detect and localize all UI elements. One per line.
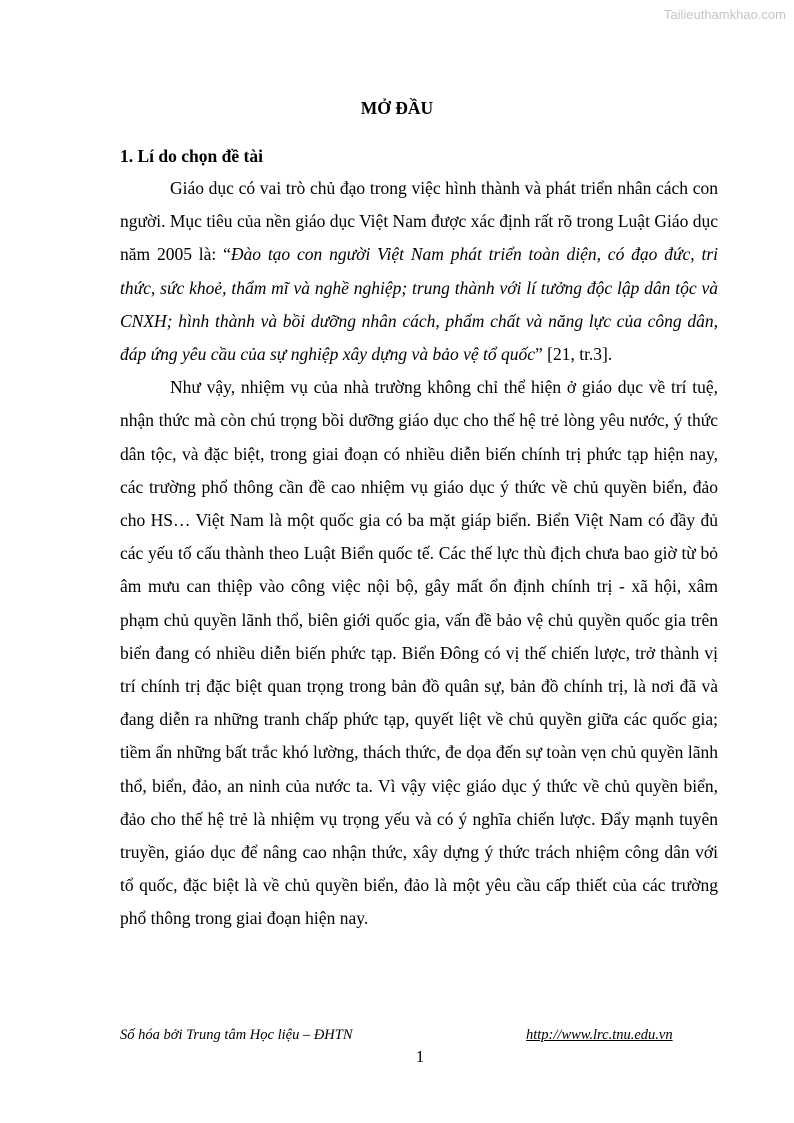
footer-credit: Số hóa bởi Trung tâm Học liệu – ĐHTN (120, 1027, 353, 1043)
footer-link[interactable]: http://www.lrc.tnu.edu.vn (526, 1027, 673, 1043)
section-title: 1. Lí do chọn đề tài (120, 146, 263, 166)
paragraph-1-citation: ” [21, tr.3]. (534, 344, 613, 365)
paragraph-2: Như vậy, nhiệm vụ của nhà trường không chỉ thể hiện ở giáo dục về trí tuệ, nhận thức mà còn chú trọng bồi dưỡng giáo dục cho thế hệ trẻ lòng yêu nước, ý thức dân tộc, và đặc biệt, trong giai đoạn có nhiều diễn biến chính trị phức tạp hiện nay, các trường phổ thông cần đề cao nhiệm vụ giáo dục ý thức về chủ quyền biển, đảo cho HS… Việt Nam là một quốc gia có ba mặt giáp biển. Biển Việt Nam có đầy đủ các yếu tố cấu thành theo Luật Biển quốc tế. Các thế lực thù địch chưa bao giờ từ bỏ âm mưu can thiệp vào công việc nội bộ, gây mất ổn định chính trị - xã hội, xâm phạm chủ quyền lãnh thổ, biên giới quốc gia, vấn đề bảo vệ chủ quyền quốc gia trên biển đang có nhiều diễn biến phức tạp. Biển Đông có vị thế chiến lược, trở thành vị trí chính trị đặc biệt quan trọng trong bản đồ quân sự, bản đồ chính trị, là nơi đã và đang diễn ra những tranh chấp phức tạp, quyết liệt về chủ quyền giữa các quốc gia; tiềm ẩn những bất trắc khó lường, thách thức, đe dọa đến sự toàn vẹn chủ quyền lãnh thổ, biển, đảo, an ninh của nước ta. Vì vậy việc giáo dục ý thức về chủ quyền biển, đảo cho thế hệ trẻ là nhiệm vụ trọng yếu và có ý nghĩa chiến lược. Đẩy mạnh tuyên truyền, giáo dục để nâng cao nhận thức, xây dựng ý thức trách nhiệm công dân với tổ quốc, đặc biệt là về chủ quyền biển, đảo là một yêu cầu cấp thiết của các trường phổ thông trong giai đoạn hiện nay. (120, 377, 718, 929)
body-text (120, 172, 718, 936)
paragraph-1-quote: Đào tạo con người Việt Nam phát triển toàn diện, có đạo đức, tri thức, sức khoẻ, thẩm mĩ và nghề nghiệp; trung thành với lí tưởng độc lập dân tộc và CNXH; hình thành và bồi dưỡng nhân cách, phẩm chất và năng lực của công dân, đáp ứng yêu cầu của sự nghiệp xây dựng và bảo vệ tổ quốc (120, 244, 718, 365)
watermark-text: Tailieuthamkhao.com (663, 7, 786, 22)
paragraph-1 (120, 172, 718, 371)
paragraph-1-lead: Giáo dục có vai trò chủ đạo trong việc hình thành và phát triển nhân cách con người. Mục tiêu của nền giáo dục Việt Nam được xác định rất rõ trong Luật Giáo dục năm 2005 là: “ (120, 178, 718, 265)
page-title: MỞ ĐẦU (360, 98, 434, 118)
page-number: 1 (415, 1047, 425, 1066)
